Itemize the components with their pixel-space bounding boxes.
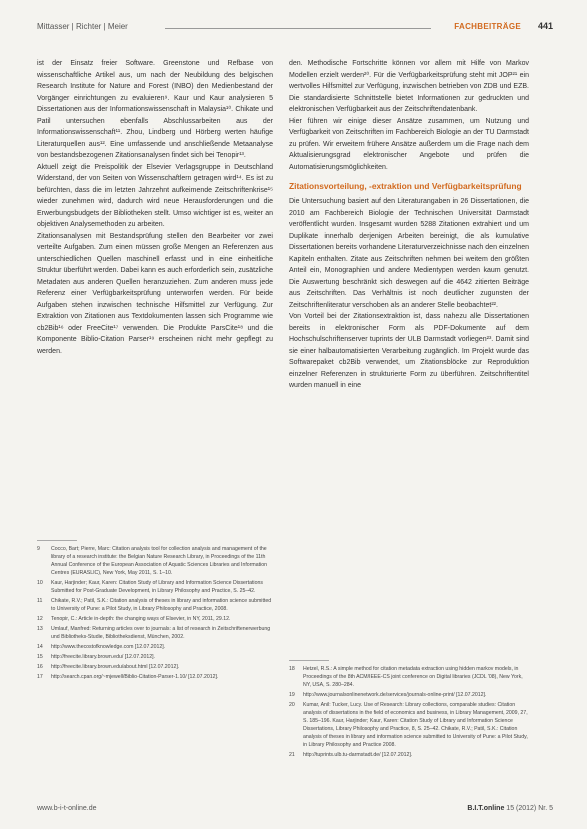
footnote: [289, 691, 529, 699]
paragraph: Hier führen wir einige dieser Ansätze zusammen, um Nutzung und Verfügbarkeit von Zeitschriften im Fachbereich Biologie an der TU Darmstadt zu prüfen. Wir erweitern frühere Ansätze außerdem um die Frage nach dem Aktualisierungsgrad elektronischer Angebote und prüfen die Automatisierungsmöglichkeiten.: [289, 117, 529, 171]
journal-name: B.I.T.online: [467, 805, 505, 812]
footnote-text: Kumar, Anil: Tucker, Lucy. Use of Research: Library collections, comparable studies: Citation analysis of dissertations in the field of economics and business, in Library Management, 2009, 27, S. 185–196. Kaur, Harjinder; Kaur, Karen: Citation Study of Library and Information Science Dissertations, Library Philosophy and Practice, 8, S. 25–42. Chikate, R.V.; Patil, S.K.: Citation analysis of theses in library and information science submitted to University of Pune: a Pilot Study, in Library Philosophy and Practice 2008.: [303, 702, 528, 748]
footnote-rule: [289, 660, 329, 661]
footnote-text: Kaur, Harjinder; Kaur, Karen: Citation Study of Library and Information Science Dissertations Submitted for Post-Graduate Development, in Library Philosophy and Practice, S. 25–42.: [51, 580, 263, 594]
footnote-link[interactable]: http://freecite.library.brown.edu/about.html [12.07.2012].: [51, 664, 180, 670]
right-column: [289, 58, 529, 392]
footnotes-right: [289, 660, 529, 761]
footnote: [289, 665, 529, 689]
footnote-number: 21: [289, 752, 295, 758]
footnote: [37, 545, 273, 577]
footnote-number: 19: [289, 692, 295, 698]
footnote: [37, 579, 273, 595]
footnote-rule: [37, 540, 77, 541]
footnote-text: Cocco, Bart; Pierre, Marc: Citation analysis tool for collection analysis and management of the library of a research institute: the Belgian Nature Research Library, in Proceedings of the 11th Annual Conference of the European Association of Aquatic Sciences Libraries and Information Centres (EURASLIC), New York, May 2011, S. 1–10.: [51, 546, 267, 576]
footnote-link[interactable]: http://tuprints.ulb.tu-darmstadt.de/ [12.07.2012].: [303, 752, 413, 758]
footnote: [289, 701, 529, 749]
journal-issue: 15 (2012) Nr. 5: [506, 805, 553, 812]
footnote: [37, 643, 273, 651]
footnote: [37, 625, 273, 641]
left-column: [37, 58, 273, 357]
footnote: [37, 663, 273, 671]
footnote-number: 13: [37, 626, 43, 632]
footnote-text: Chikate, R.V.; Patil, S.K.: Citation analysis of theses in library and information science submitted to University of Pune: a Pilot Study, in Library Philosophy and Practice, 2008.: [51, 598, 272, 612]
paragraph: Die Untersuchung basiert auf den Literaturangaben in 26 Dissertationen, die 2010 am Fachbereich Biologie der Technischen Universität Darmstadt veröffentlicht wurden. Insgesamt wurden 5288 Zitationen extrahiert und um Duplikate innerhalb derjenigen Arbeiten bereinigt, die als kumulative Dissertationen bereits vorhandene Literaturverzeichnisse nach den einzelnen Kapiteln enthalten. Zitate aus Zeitschriften nehmen bei weitem den größten Anteil ein, Monographien und andere Medientypen werden kaum genutzt. Die Auswertung beschränkt sich deswegen auf die 4642 zitierten Beiträge aus Zeitschriften. Das Verhältnis ist noch deutlicher zugunsten der Zeitschriftenliteratur verschoben als an anderer Stelle beobachtet²².: [289, 198, 529, 309]
footnote: [37, 615, 273, 623]
footnote: [37, 597, 273, 613]
footnote-number: 20: [289, 702, 295, 708]
paragraph: Von Vorteil bei der Zitationsextraktion ist, dass nahezu alle Dissertationen bereits in elektronischer Form als PDF-Dokumente auf dem Hochschulschriftenserver tuprints der ULB Darmstadt vorliegen²³. Damit sind sie einer halbautomatisierten Verarbeitung zugänglich. Im Projekt wurde das Softwarepaket cb2Bib verwendet, um Zitationsblöcke zur Reproduktion einzelner Referenzen in strukturierte Form zu überführen. Zeitschriftentitel wurden manuell in eine: [289, 313, 529, 389]
paragraph: den. Methodische Fortschritte können vor allem mit Hilfe von Markov Modellen erzielt werden²⁰. Für die Verfügbarkeitsprüfung steht mit JOP²¹ ein wertvolles Hilfsmittel zur Verfügung, inzwischen betrieben von ZDB und EZB. Die standardisierte Schnittstelle bietet Informationen zur gedruckten und elektronischen Verfügbarkeit aus der Zeitschriftendatenbank.: [289, 60, 529, 113]
footnote-number: 12: [37, 616, 43, 622]
footnote-link[interactable]: http://www.thecostofknowledge.com [12.07.2012].: [51, 644, 166, 650]
footnote-number: 9: [37, 546, 40, 552]
footnote-text: Umlauf, Manfred: Returning articles over to journals: a list of research in Zeitschriftenerwerbung und Bibliotheks-Studie, Bibliotheksdienst, München, 2002.: [51, 626, 271, 640]
footer-journal: [467, 805, 553, 812]
footnote-number: 17: [37, 674, 43, 680]
footer-url[interactable]: www.b-i-t-online.de: [37, 805, 97, 812]
footnote-text: Hetzel, R.S.: A simple method for citation metadata extraction using hidden markov models, in Proceedings of the 8th ACM/IEEE-CS joint conference on Digital libraries (JCDL '08), New York, NY, USA, S. 280–284.: [303, 666, 523, 688]
page-header: [37, 20, 553, 36]
section-heading: Zitationsvorteilung, -extraktion und Verfügbarkeitsprüfung: [289, 181, 522, 191]
paragraph: Zitationsanalysen mit Bestandsprüfung stellen den Bearbeiter vor zwei verteilte Aufgaben. Zum einen müssen große Mengen an Referenzen aus unterschiedlichen Quellen maschinell erfasst und in eine einheitliche Struktur überführt werden. Dabei kann es auch erforderlich sein, zusätzliche Metadaten aus anderen Quellen heranzuziehen. Zum anderen muss jede Referenz einer Verfügbarkeitsprüfung unterworfen werden. Für beide Aufgaben stehen inzwischen technische Hilfsmittel zur Verfügung. Zur Extraktion von Zitationen aus Textdokumenten lassen sich Programme wie cb2Bib¹⁶ oder FreeCite¹⁷ verwenden. Die Produkte ParsCite¹⁸ und die Komponente Biblio-Citation Parser¹⁹ erscheinen nicht mehr gepflegt zu werden.: [37, 232, 273, 355]
header-rule: [165, 28, 431, 29]
paragraph: Aktuell zeigt die Preispolitik der Elsevier Verlagsgruppe in Deutschland Widerstand, der von Seiten von Wissenschaftlern getragen wird¹⁴. Es ist zu befürchten, dass die im letzten Jahrzehnt aufkeimende Zeitschriftenkrise¹⁵ wieder zunehmen wird, dadurch wird neue Herausforderungen und die Erwerbungsbudgets der Bibliotheken stellt. Umso wichtiger ist es, weiter an objektiven Analysemethoden zu arbeiten.: [37, 163, 273, 228]
footnote-link[interactable]: http://freecite.library.brown.edu/ [12.07.2012].: [51, 654, 156, 660]
footnotes-left: [37, 540, 273, 683]
paragraph: ist der Einsatz freier Software. Greenstone und Refbase von wissenschaftliche Artikel aus, um nach der Neubildung des belgischen Research Institute for Nature and Forest (INBO) den Medienbestand der Vorgänger einrichtungen zu evaluieren⁹. Kaur und Kaur analysieren 5 Dissertationen aus der Informationswissenschaft in Malaysia¹⁰. Chikate und Patil untersuchen ebenfalls Abschlussarbeiten aus der Informationswissenschaft¹¹. Zhou, Lindberg und Hörberg werten häufige Literaturquellen aus¹². Eine umfassende und anschließende Metaanalyse von bestandsbezogenen Zitationsanalysen findet sich bei Tenopir¹³.: [37, 60, 273, 159]
footnote-link[interactable]: http://search.cpan.org/~mjewell/Biblio-Citation-Parser-1.10/ [12.07.2012].: [51, 674, 219, 680]
footnote: [37, 653, 273, 661]
footnote-number: 15: [37, 654, 43, 660]
footnote-number: 14: [37, 644, 43, 650]
footnote-number: 11: [37, 598, 43, 604]
footnote: [37, 673, 273, 681]
page-footer: [37, 805, 553, 817]
footnote-text: Tenopir, C.: Article in-depth: the changing ways of Elsevier, in NY, 2011, 29.12.: [51, 616, 231, 622]
footnote-number: 16: [37, 664, 43, 670]
header-section: FACHBEITRÄGE: [454, 22, 521, 31]
footnote-number: 18: [289, 666, 295, 672]
footnote-link[interactable]: http://www.journalsonlinenetwork.de/services/journals-online-print/ [12.07.2012].: [303, 692, 487, 698]
header-authors: Mittasser | Richter | Meier: [37, 22, 128, 31]
footnote-number: 10: [37, 580, 43, 586]
footnote: [289, 751, 529, 759]
page-number: 441: [537, 21, 553, 31]
